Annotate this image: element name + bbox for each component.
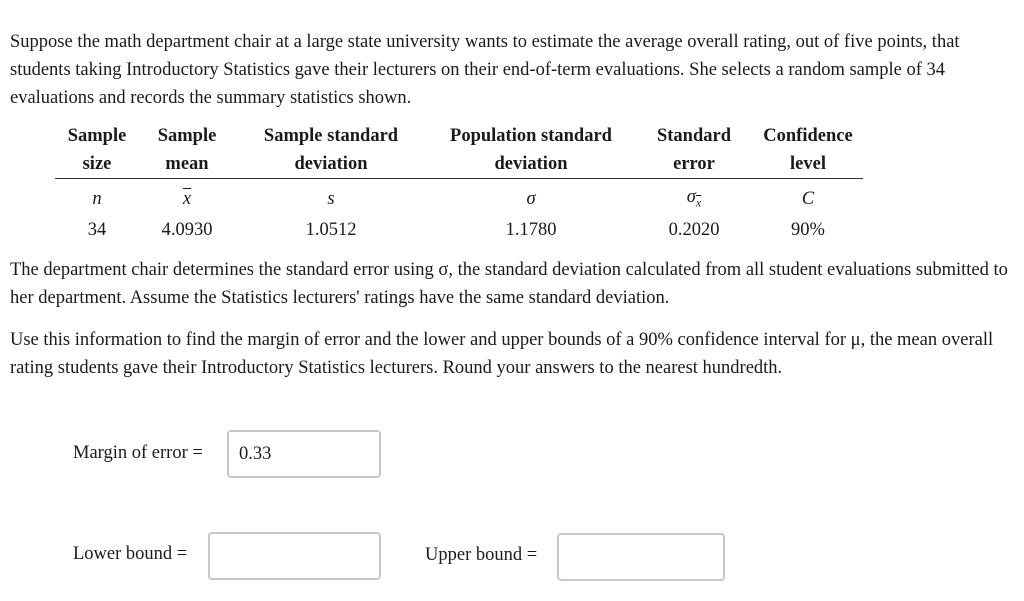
lower-bound-input[interactable]	[208, 532, 381, 580]
header-confidence-level: Confidence level	[763, 126, 853, 174]
header-sample-size: Sample size	[67, 126, 127, 174]
symbol-c: C	[801, 188, 815, 209]
value-sample-size: 34	[87, 219, 107, 240]
value-sample-sd: 1.0512	[305, 219, 357, 240]
header-sample-sd: Sample standard deviation	[263, 126, 399, 174]
upper-bound-label: Upper bound =	[425, 545, 538, 565]
symbol-sigma-xbar: $\sigma_{\overline{x}}$	[686, 187, 702, 210]
table-header-row	[55, 122, 863, 179]
value-standard-error: 0.2020	[668, 219, 720, 240]
header-sample-mean: Sample mean	[157, 126, 217, 174]
upper-bound-input[interactable]	[557, 533, 725, 581]
header-population-sd: Population standard deviation	[450, 126, 612, 174]
value-sample-mean: 4.0930	[161, 219, 213, 240]
value-confidence-level: 90%	[791, 219, 825, 240]
table-symbol-row	[55, 179, 863, 216]
symbol-sigma: σ	[526, 188, 536, 209]
symbol-s: s	[327, 188, 335, 209]
problem-intro: Suppose the math department chair at a large state university wants to estimate the average overall rating, out of five points, that students taking Introductory Statistics gave their lecturers on their end-of-term evaluations. She selects a random sample of 34 evaluations and records the summary statistics shown.	[10, 32, 960, 108]
symbol-n: n	[92, 188, 102, 209]
instructions-paragraph: Use this information to find the margin of error and the lower and upper bounds of a 90% confidence interval for μ, the mean overall rating students gave their Introductory Statistics lecturers. Round your answers to the nearest hundredth.	[10, 330, 994, 378]
summary-statistics-table	[55, 122, 863, 245]
value-population-sd: 1.1780	[505, 219, 557, 240]
table-value-row	[55, 215, 863, 245]
header-standard-error: Standard error	[656, 126, 732, 174]
margin-of-error-label: Margin of error =	[73, 443, 203, 463]
standard-error-paragraph: The department chair determines the standard error using σ, the standard deviation calculated from all student evaluations submitted to her department. Assume the Statistics lecturers' ratings have the same standard deviation.	[10, 260, 1008, 308]
symbol-xbar: $\overline{x}$	[182, 188, 192, 209]
lower-bound-label: Lower bound =	[73, 544, 188, 564]
margin-of-error-input[interactable]: 0.33	[227, 430, 381, 478]
